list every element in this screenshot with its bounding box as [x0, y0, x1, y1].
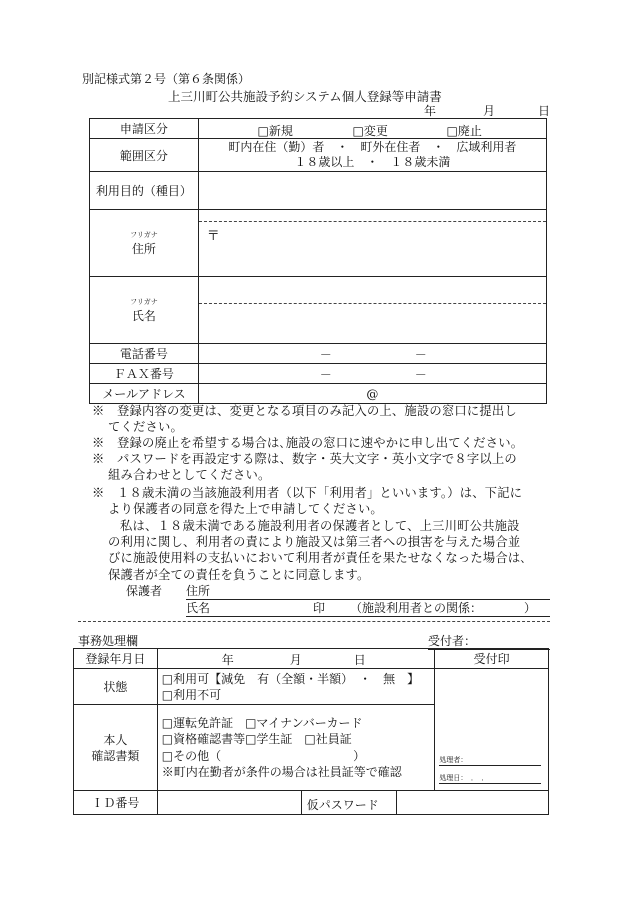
id-number-label: ＩＤ番号: [74, 791, 158, 815]
date-day: 日: [538, 104, 551, 118]
docs-line-4: ※町内在勤者が条件の場合は社員証等で確認: [161, 765, 402, 779]
fax-field[interactable]: [198, 364, 546, 384]
seal-mark: 印: [313, 601, 326, 615]
fax-dash-1: －: [319, 368, 332, 382]
postal-mark: 〒: [206, 229, 220, 244]
date-month: 月: [483, 104, 496, 118]
office-table: [73, 648, 549, 815]
purpose-field[interactable]: [198, 172, 546, 210]
phone-dash-1: －: [319, 348, 332, 362]
status-unavailable[interactable]: □利用不可: [161, 687, 222, 702]
form-number: 別記様式第２号（第６条関係）: [82, 72, 251, 86]
date-year: 年: [424, 104, 437, 118]
name-field[interactable]: [198, 277, 546, 344]
option-cancel[interactable]: □廃止: [446, 123, 482, 138]
reg-date-field[interactable]: [157, 649, 435, 669]
id-docs-label-1: 本人: [103, 732, 128, 747]
consent-line-1: 私は、１８歳未満である施設利用者の保護者として、上三川町公共施設: [120, 519, 520, 533]
phone-field[interactable]: [198, 344, 546, 364]
purpose-label: 利用目的（種目）: [90, 172, 199, 210]
name-label: 氏名: [131, 308, 156, 323]
office-section-label: 事務処理欄: [78, 634, 139, 648]
form-title: 上三川町公共施設予約システム個人登録等申請書: [168, 89, 442, 104]
status-options[interactable]: [157, 669, 435, 705]
reg-year: 年: [221, 653, 234, 667]
phone-label: 電話番号: [90, 344, 199, 364]
option-new[interactable]: □新規: [257, 123, 293, 138]
application-type-label: 申請区分: [90, 119, 199, 139]
receiver-label: 受付者：: [428, 634, 477, 648]
consent-line-2: の利用に関し、利用者の責により施設又は第三者への損害を与えた場合並: [108, 535, 521, 549]
guardian-name-label: 氏名: [186, 601, 211, 615]
fax-label: ＦＡＸ番号: [90, 364, 199, 384]
reg-date-label: 登録年月日: [74, 649, 158, 669]
docs-line-3[interactable]: □その他（ ）: [161, 748, 366, 763]
guardian-name-line[interactable]: [186, 599, 550, 617]
scope-line1[interactable]: 町内在住（勤）者 ・ 町外在住者 ・ 広域利用者: [228, 140, 517, 154]
application-table: [89, 118, 547, 404]
reg-day: 日: [353, 653, 366, 667]
note-1: ※ 登録内容の変更は、変更となる項目のみ記入の上、施設の窓口に提出し: [92, 404, 517, 418]
scope-line2[interactable]: １８歳以上 ・ １８歳未満: [294, 155, 451, 169]
reg-month: 月: [289, 653, 302, 667]
phone-dash-2: －: [414, 348, 427, 362]
scope-label: 範囲区分: [90, 139, 199, 172]
id-docs-options[interactable]: [157, 705, 435, 791]
status-available[interactable]: □利用可【減免 有（全額・半額） ・ 無 】: [161, 671, 420, 686]
address-label-cell: [90, 210, 199, 277]
temp-password-label: 仮パスワード: [306, 798, 379, 812]
docs-line-1[interactable]: □運転免許証 □マイナンバーカード: [161, 715, 363, 730]
id-docs-label-2: 確認書類: [91, 748, 140, 763]
note-1-cont: てください。: [108, 420, 183, 434]
guardian-label: 保護者: [126, 584, 163, 598]
id-docs-label-cell: [74, 705, 158, 791]
scope-options[interactable]: [198, 139, 546, 172]
application-type-options[interactable]: [198, 119, 546, 139]
note-4: ※ １８歳未満の当該施設利用者（以下「利用者」といいます。）は、下記に: [92, 486, 523, 500]
handler-field[interactable]: 処理者：: [439, 755, 541, 766]
fax-dash-2: －: [414, 368, 427, 382]
id-password-row: [157, 791, 548, 815]
separator: [78, 621, 550, 622]
guardian-address-label: 住所: [186, 584, 211, 598]
name-label-cell: [90, 277, 199, 344]
consent-line-4: 保護者が全ての責任を負うことに同意します。: [108, 568, 370, 582]
status-label: 状態: [74, 669, 158, 705]
address-furigana: フリガナ: [130, 230, 158, 239]
option-change[interactable]: □変更: [352, 123, 388, 138]
consent-line-3: びに施設使用料の支払いにおいて利用者が責任を果たせなくなった場合は､: [108, 551, 527, 565]
name-furigana: フリガナ: [130, 297, 158, 306]
handle-date-field[interactable]: 処理日： ． ．: [439, 773, 541, 784]
email-label: メールアドレス: [90, 384, 199, 404]
address-label: 住所: [131, 241, 156, 256]
note-3: ※ パスワードを再設定する際は、数字・英大文字・英小文字で８字以上の: [92, 452, 517, 466]
note-2: ※ 登録の廃止を希望する場合は､施設の窓口に速やかに申し出てください。: [92, 436, 524, 450]
guardian-address-line[interactable]: [186, 582, 550, 600]
note-4-cont: より保護者の同意を得た上で申請してください。: [108, 502, 383, 516]
receipt-stamp-area: [435, 669, 549, 791]
at-mark: @: [366, 386, 379, 401]
address-field[interactable]: [198, 210, 546, 277]
note-3-cont: 組み合わせとしてください。: [108, 468, 271, 482]
docs-line-2[interactable]: □資格確認書等□学生証 □社員証: [161, 732, 352, 746]
receipt-stamp-label: 受付印: [435, 649, 549, 669]
relation-field: （施設利用者との関係： ）: [350, 601, 537, 615]
